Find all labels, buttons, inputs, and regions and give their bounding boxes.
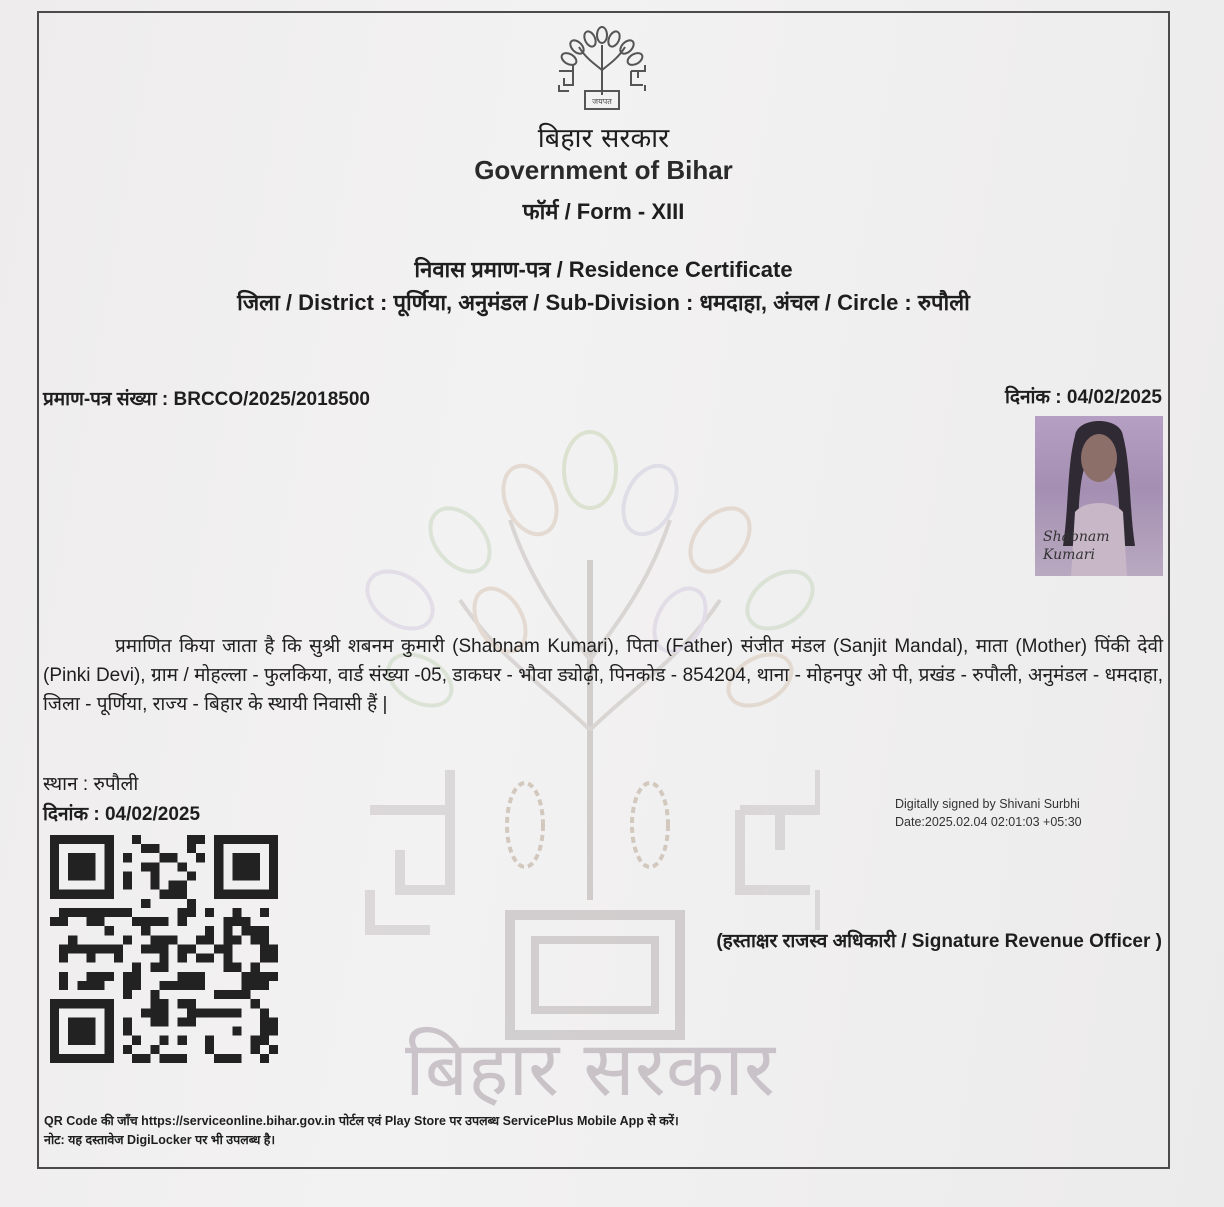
signature-label: (हस्ताक्षर राजस्व अधिकारी / Signature Revenue Officer ) — [716, 931, 1162, 952]
district-line: जिला / District : पूर्णिया, अनुमंडल / Sub-Division : धमदाहा, अंचल / Circle : रुपौली — [237, 290, 970, 315]
watermark-text: बिहार सरकार — [405, 1024, 775, 1110]
digital-signature-date: Date:2025.02.04 02:01:03 +05:30 — [895, 815, 1082, 829]
place-line: स्थान : रुपौली — [43, 774, 139, 795]
certificate-title: निवास प्रमाण-पत्र / Residence Certificate — [414, 257, 793, 282]
footer-digilocker-note: नोट: यह दस्तावेज DigiLocker पर भी उपलब्ध है। — [44, 1133, 276, 1147]
photo-signature — [1043, 528, 1110, 564]
title-hindi: बिहार सरकार — [537, 123, 670, 154]
title-english: Government of Bihar — [474, 155, 733, 185]
applicant-photo — [1035, 416, 1163, 576]
bihar-emblem-icon — [555, 25, 649, 111]
certificate-number: प्रमाण-पत्र संख्या : BRCCO/2025/2018500 — [43, 389, 370, 410]
photo-signature-line1: Shabnam — [1043, 529, 1110, 545]
emblem-text: जयपत — [592, 97, 612, 106]
place-date: दिनांक : 04/02/2025 — [43, 804, 201, 825]
form-number: फॉर्म / Form - XIII — [522, 199, 685, 224]
footer-qr-note: QR Code की जाँच https://serviceonline.bihar.gov.in पोर्टल एवं Play Store पर उपलब्ध ServicePlus Mobile App से करें। — [44, 1114, 679, 1128]
digital-signature-name: Digitally signed by Shivani Surbhi — [895, 797, 1080, 811]
certification-text: प्रमाणित किया जाता है कि सुश्री शबनम कुमारी (Shabnam Kumari), पिता (Father) संजीत मंडल (Sanjit Mandal), माता (Mother) पिंकी देवी (Pinki Devi), ग्राम / मोहल्ला - फुलकिया, वार्ड संख्या -05, डाकघर - भौवा ड्योढ़ी, पिनकोड - 854204, थाना - मोहनपुर ओ पी, प्रखंड - रुपौली, अनुमंडल - धमदाहा, जिला - पूर्णिया, राज्य - बिहार के स्थायी निवासी हैं | — [43, 636, 1163, 715]
photo-signature-line2: Kumari — [1043, 547, 1095, 563]
certificate-date: दिनांक : 04/02/2025 — [1004, 387, 1162, 408]
qr-code-icon — [50, 835, 278, 1063]
digital-signature — [895, 795, 1082, 831]
